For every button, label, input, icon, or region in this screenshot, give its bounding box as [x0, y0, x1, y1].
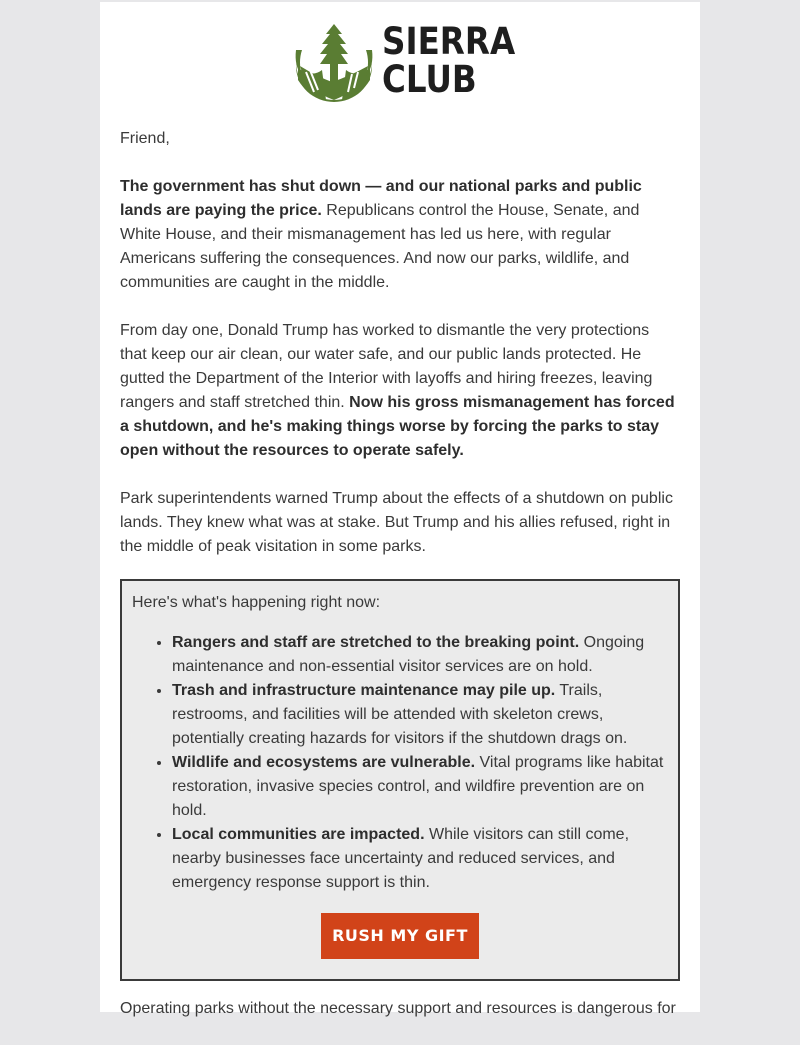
logo-line-1: SIERRA [382, 20, 516, 63]
callout-box [120, 579, 680, 981]
list-item-text: Trails, restrooms, and facilities will be attended with skeleton crews, potentially creating hazards for visitors if the shutdown drags on. [172, 682, 628, 747]
email-body [100, 2, 700, 1017]
paragraph-1-bold: The government has shut down — and our national parks and public lands are paying the price. [120, 178, 642, 219]
list-item-bold: Rangers and staff are stretched to the breaking point. [172, 634, 580, 651]
paragraph-4: Operating parks without the necessary support and resources is dangerous for [120, 1000, 676, 1017]
list-item-text: Ongoing maintenance and non-essential visitor services are on hold. [172, 634, 645, 675]
paragraph-2-text: From day one, Donald Trump has worked to dismantle the very protections that keep our air clean, our water safe, and our public lands protected. He gutted the Department of the Interior with layoffs and hiring freezes, leaving rangers and staff stretched thin. [120, 322, 653, 411]
list-item-bold: Wildlife and ecosystems are vulnerable. [172, 754, 476, 771]
list-item [172, 631, 668, 679]
paragraph-1 [120, 175, 680, 295]
logo-wordmark [382, 20, 516, 101]
paragraph-3: Park superintendents warned Trump about the effects of a shutdown on public lands. They knew what was at stake. But Trump and his allies refused, right in the middle of peak visitation in some parks. [120, 490, 673, 555]
email-content [120, 127, 680, 1045]
sequoia-tree-icon [292, 22, 376, 102]
list-item [172, 679, 668, 751]
rush-my-gift-button[interactable]: RUSH MY GIFT [321, 913, 479, 959]
paragraph-1-text: Republicans control the House, Senate, and White House, and their mismanagement has led us here, with regular Americans suffering the consequences. And now our parks, wildlife, and communities are caught in the middle. [120, 202, 640, 291]
paragraph-2 [120, 319, 680, 463]
list-item-bold: Local communities are impacted. [172, 826, 425, 843]
sierra-club-logo[interactable] [292, 20, 516, 102]
list-item-text: While visitors can still come, nearby businesses face uncertainty and reduced services, and emergency response support is thin. [172, 826, 630, 891]
list-item [172, 751, 668, 823]
greeting: Friend, [120, 130, 170, 147]
list-item-text: Vital programs like habitat restoration, invasive species control, and wildfire prevention are on hold. [172, 754, 664, 819]
logo-line-2: CLUB [382, 58, 477, 101]
cta-wrapper [132, 895, 668, 979]
list-item [172, 823, 668, 895]
list-item-bold: Trash and infrastructure maintenance may pile up. [172, 682, 556, 699]
callout-intro: Here's what's happening right now: [132, 594, 381, 611]
paragraph-2-bold: Now his gross mismanagement has forced a shutdown, and he's making things worse by forcing the parks to stay open without the resources to operate safely. [120, 394, 675, 459]
impact-list [132, 631, 668, 895]
